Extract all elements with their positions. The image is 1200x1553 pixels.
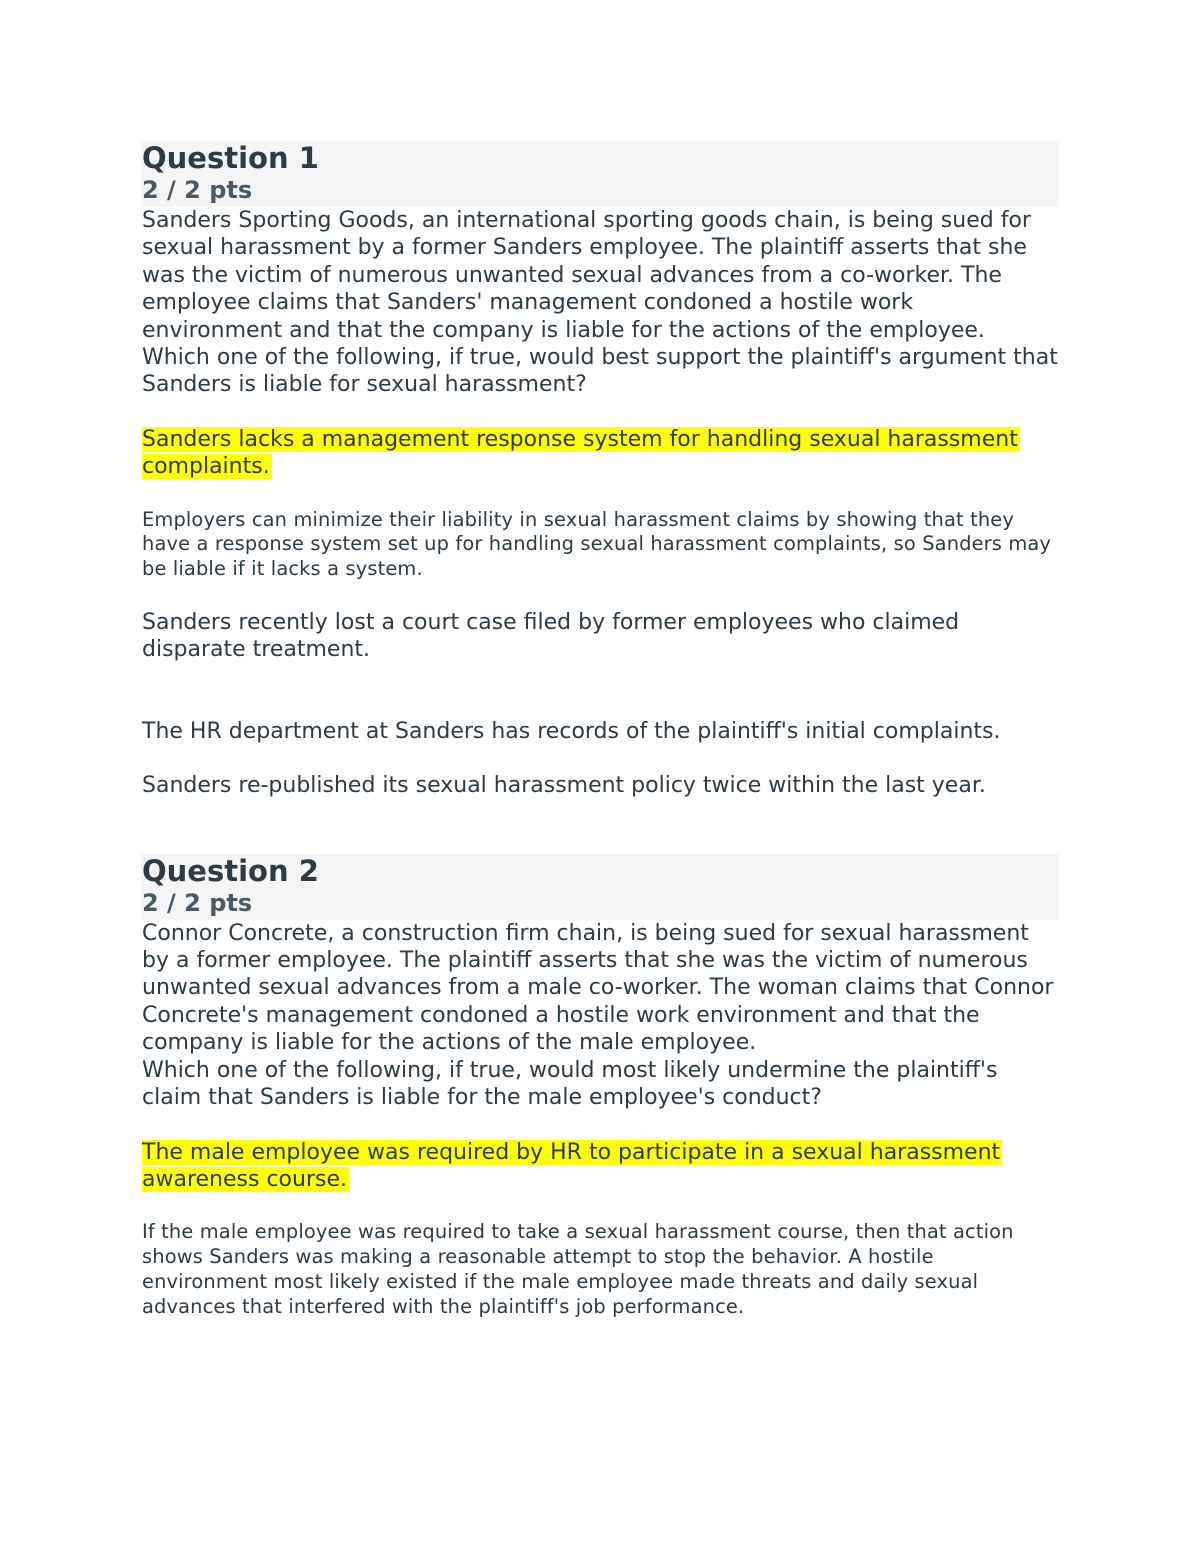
question-2 [141, 854, 1059, 1320]
correct-answer-highlight: The male employee was required by HR to participate in a sexual harassment awareness course. [142, 1139, 1001, 1192]
document-page [141, 141, 1059, 1320]
question-stem: Connor Concrete, a construction firm chain, is being sued for sexual harassment by a former employee. The plaintiff asserts that she was the victim of numerous unwanted sexual advances from a male co-worker. The woman claims that Connor Concrete's management condoned a hostile work environment and that the company is liable for the actions of the male employee. [142, 920, 1054, 1056]
question-header [141, 854, 1059, 920]
question-header [141, 141, 1059, 207]
question-title: Question 2 [142, 853, 319, 888]
answer-option: Sanders recently lost a court case filed by former employees who claimed disparate treatment. [142, 610, 960, 663]
correct-answer [141, 426, 1059, 481]
answer-explanation: If the male employee was required to take a sexual harassment course, then that action shows Sanders was making a reasonable attempt to stop the behavior. A hostile environment most likely existed if the male employee made threats and daily sexual advances that interfered with the plaintiff's job performance. [142, 1220, 1014, 1318]
answer-explanation: Employers can minimize their liability in sexual harassment claims by showing that they have a response system set up for handling sexual harassment complaints, so Sanders may be liable if it lacks a system. [142, 507, 1052, 581]
question-stem: Sanders Sporting Goods, an international sporting goods chain, is being sued for sexual harassment by a former Sanders employee. The plaintiff asserts that she was the victim of numerous unwanted sexual advances from a co-worker. The employee claims that Sanders' management condoned a hostile work environment and that the company is liable for the actions of the employee. [142, 208, 1031, 343]
correct-answer-highlight: Sanders lacks a management response system for handling sexual harassment complaints. [142, 426, 1018, 480]
correct-answer [141, 1139, 1059, 1194]
question-prompt: Which one of the following, if true, would most likely undermine the plaintiff's claim that Sanders is liable for the male employee's conduct? [142, 1057, 998, 1111]
question-title: Question 1 [142, 141, 319, 175]
answer-option: Sanders re-published its sexual harassment policy twice within the last year. [142, 773, 986, 799]
question-1 [141, 141, 1059, 800]
answer-option: The HR department at Sanders has records of the plaintiff's initial complaints. [142, 718, 1001, 744]
question-points: 2 / 2 pts [142, 888, 253, 917]
question-points: 2 / 2 pts [142, 176, 253, 204]
question-prompt: Which one of the following, if true, would best support the plaintiff's argument that Sanders is liable for sexual harassment? [142, 345, 1058, 398]
